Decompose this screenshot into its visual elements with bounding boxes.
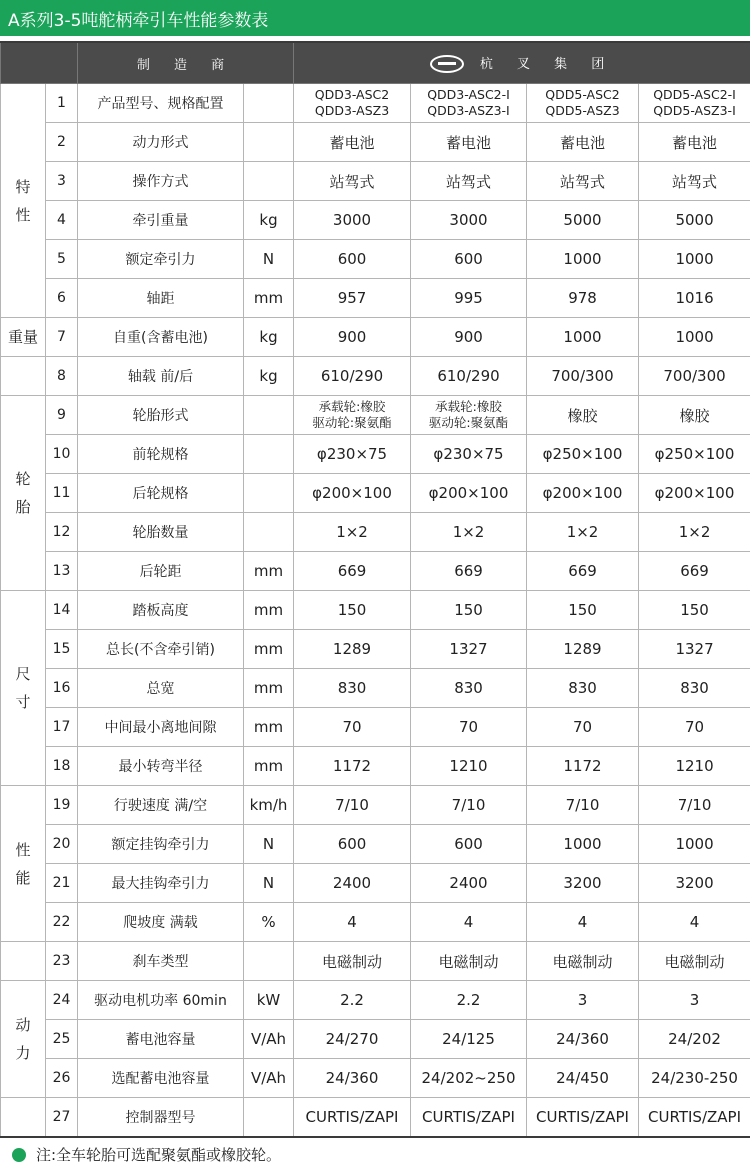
footnote-text: 注:全车轮胎可选配聚氨酯或橡胶轮。 [36,1146,282,1164]
param-unit: kg [244,201,294,240]
value-cell: 1327 [411,630,527,669]
row-number: 6 [46,279,78,318]
param-name: 行驶速度 满/空 [78,786,244,825]
value-cell: 7/10 [639,786,750,825]
param-unit [244,435,294,474]
param-unit: mm [244,747,294,786]
table-row [1,591,750,630]
param-name: 中间最小离地间隙 [78,708,244,747]
param-unit [244,513,294,552]
param-name: 轮胎数量 [78,513,244,552]
row-number: 12 [46,513,78,552]
value-cell: 5000 [639,201,750,240]
category-cell [1,981,46,1098]
value-cell: 70 [639,708,750,747]
row-number: 21 [46,864,78,903]
value-cell: 1×2 [294,513,411,552]
category-cell [1,84,46,318]
table-row [1,903,750,942]
table-row [1,708,750,747]
value-cell: 3200 [639,864,750,903]
value-cell: 2400 [294,864,411,903]
table-row [1,1059,750,1098]
table-row [1,123,750,162]
value-cell: 610/290 [411,357,527,396]
row-number: 23 [46,942,78,981]
param-name: 总长(不含牵引销) [78,630,244,669]
value-cell: 669 [527,552,639,591]
table-row [1,552,750,591]
param-unit [244,942,294,981]
value-cell: 150 [639,591,750,630]
value-cell: 1289 [294,630,411,669]
param-unit: mm [244,591,294,630]
category-cell [1,591,46,786]
row-number: 15 [46,630,78,669]
value-cell: 24/230-250 [639,1059,750,1098]
value-cell: 1016 [639,279,750,318]
value-cell: 1000 [527,318,639,357]
value-cell: 900 [411,318,527,357]
category-label: 尺 寸 [15,665,31,711]
value-cell: 站驾式 [639,162,750,201]
row-number: 17 [46,708,78,747]
param-unit: mm [244,708,294,747]
value-cell: 4 [411,903,527,942]
param-name: 控制器型号 [78,1098,244,1137]
value-cell: 24/202~250 [411,1059,527,1098]
param-unit: N [244,825,294,864]
value-cell: 24/360 [527,1020,639,1059]
row-number: 24 [46,981,78,1020]
param-name: 轴载 前/后 [78,357,244,396]
value-cell: 橡胶 [527,396,639,435]
value-cell: 24/125 [411,1020,527,1059]
value-cell: 1172 [294,747,411,786]
value-cell: 蓄电池 [294,123,411,162]
table-row [1,786,750,825]
param-unit [244,162,294,201]
value-cell: QDD5-ASC2 QDD5-ASZ3 [527,84,639,123]
row-number: 10 [46,435,78,474]
value-cell: 150 [527,591,639,630]
value-cell: 橡胶 [639,396,750,435]
param-unit: kg [244,318,294,357]
value-cell: 2.2 [411,981,527,1020]
brand-logo-icon [430,55,464,73]
param-name: 爬坡度 满载 [78,903,244,942]
value-cell: 70 [411,708,527,747]
value-cell: 669 [639,552,750,591]
param-name: 刹车类型 [78,942,244,981]
value-cell: 600 [294,240,411,279]
row-number: 5 [46,240,78,279]
row-number: 26 [46,1059,78,1098]
value-cell: 24/270 [294,1020,411,1059]
table-row [1,84,750,123]
param-name: 踏板高度 [78,591,244,630]
value-cell: 610/290 [294,357,411,396]
value-cell: 900 [294,318,411,357]
category-cell [1,318,46,357]
value-cell: φ230×75 [294,435,411,474]
table-row [1,474,750,513]
param-unit [244,123,294,162]
param-name: 蓄电池容量 [78,1020,244,1059]
category-label: 重量 [7,328,38,346]
value-cell: CURTIS/ZAPI [411,1098,527,1137]
header-empty-cell [1,42,78,84]
value-cell: 150 [294,591,411,630]
value-cell: QDD5-ASC2-I QDD5-ASZ3-I [639,84,750,123]
value-cell: 3 [527,981,639,1020]
table-row [1,747,750,786]
value-cell: 1000 [639,240,750,279]
value-cell: 蓄电池 [527,123,639,162]
table-row [1,396,750,435]
value-cell: 600 [411,825,527,864]
table-row [1,1098,750,1137]
param-name: 驱动电机功率 60min [78,981,244,1020]
row-number: 9 [46,396,78,435]
row-number: 11 [46,474,78,513]
value-cell: 1000 [639,825,750,864]
param-name: 前轮规格 [78,435,244,474]
param-name: 后轮距 [78,552,244,591]
row-number: 4 [46,201,78,240]
row-number: 18 [46,747,78,786]
value-cell: 600 [294,825,411,864]
value-cell: 电磁制动 [294,942,411,981]
param-name: 总宽 [78,669,244,708]
value-cell: 1210 [639,747,750,786]
param-unit: mm [244,630,294,669]
value-cell: 2.2 [294,981,411,1020]
row-number: 19 [46,786,78,825]
value-cell: QDD3-ASC2 QDD3-ASZ3 [294,84,411,123]
value-cell: 7/10 [294,786,411,825]
maker-label: 制 造 商 [78,42,294,84]
value-cell: 1×2 [411,513,527,552]
table-row [1,981,750,1020]
value-cell: QDD3-ASC2-I QDD3-ASZ3-I [411,84,527,123]
value-cell: 669 [294,552,411,591]
table-row [1,825,750,864]
row-number: 13 [46,552,78,591]
table-row [1,864,750,903]
param-name: 轴距 [78,279,244,318]
value-cell: 站驾式 [294,162,411,201]
table-row [1,201,750,240]
value-cell: 830 [411,669,527,708]
category-cell [1,357,46,396]
category-cell [1,396,46,591]
row-number: 25 [46,1020,78,1059]
value-cell: 承载轮:橡胶 驱动轮:聚氨酯 [411,396,527,435]
param-name: 选配蓄电池容量 [78,1059,244,1098]
param-name: 最小转弯半径 [78,747,244,786]
category-label: 动 力 [15,1016,31,1062]
value-cell: 978 [527,279,639,318]
value-cell: φ250×100 [527,435,639,474]
value-cell: φ200×100 [639,474,750,513]
value-cell: 站驾式 [527,162,639,201]
value-cell: CURTIS/ZAPI [294,1098,411,1137]
param-unit: kW [244,981,294,1020]
param-unit: mm [244,552,294,591]
row-number: 16 [46,669,78,708]
table-row [1,1020,750,1059]
value-cell: 4 [294,903,411,942]
table-header-row [1,42,750,84]
value-cell: 3000 [294,201,411,240]
table-row [1,630,750,669]
row-number: 3 [46,162,78,201]
row-number: 8 [46,357,78,396]
category-cell [1,786,46,942]
table-row [1,318,750,357]
table-row [1,669,750,708]
page-title: A系列3-5吨舵柄牵引车性能参数表 [0,0,750,36]
value-cell: 24/360 [294,1059,411,1098]
param-unit: V/Ah [244,1020,294,1059]
value-cell: 957 [294,279,411,318]
param-name: 额定牵引力 [78,240,244,279]
param-name: 动力形式 [78,123,244,162]
param-unit: mm [244,669,294,708]
value-cell: 1000 [527,240,639,279]
value-cell: 电磁制动 [527,942,639,981]
value-cell: 24/202 [639,1020,750,1059]
row-number: 22 [46,903,78,942]
value-cell: 1×2 [639,513,750,552]
param-unit: mm [244,279,294,318]
param-name: 自重(含蓄电池) [78,318,244,357]
table-row [1,435,750,474]
value-cell: φ230×75 [411,435,527,474]
value-cell: 669 [411,552,527,591]
value-cell: 7/10 [411,786,527,825]
value-cell: 3 [639,981,750,1020]
param-unit: km/h [244,786,294,825]
category-label: 性 能 [15,840,31,887]
param-unit [244,84,294,123]
param-unit [244,474,294,513]
table-row [1,942,750,981]
row-number: 1 [46,84,78,123]
value-cell: 4 [639,903,750,942]
value-cell: 1210 [411,747,527,786]
brand-name: 杭 叉 集 团 [479,56,615,72]
category-cell [1,1098,46,1137]
param-name: 产品型号、规格配置 [78,84,244,123]
value-cell: φ200×100 [294,474,411,513]
value-cell: 70 [294,708,411,747]
value-cell: 电磁制动 [639,942,750,981]
brand-cell [294,42,750,84]
row-number: 20 [46,825,78,864]
param-unit: % [244,903,294,942]
value-cell: 3200 [527,864,639,903]
spec-table-body [1,84,750,1137]
row-number: 27 [46,1098,78,1137]
param-name: 最大挂钩牵引力 [78,864,244,903]
param-unit: V/Ah [244,1059,294,1098]
value-cell: 830 [294,669,411,708]
param-name: 牵引重量 [78,201,244,240]
table-row [1,279,750,318]
value-cell: φ200×100 [527,474,639,513]
category-cell [1,942,46,981]
value-cell: CURTIS/ZAPI [527,1098,639,1137]
value-cell: 蓄电池 [639,123,750,162]
value-cell: 1327 [639,630,750,669]
value-cell: 830 [639,669,750,708]
footnote [12,1144,281,1165]
row-number: 7 [46,318,78,357]
value-cell: 1289 [527,630,639,669]
category-label: 轮 胎 [15,470,31,516]
param-unit: N [244,240,294,279]
value-cell: 站驾式 [411,162,527,201]
bullet-dot-icon [12,1148,26,1162]
param-unit [244,396,294,435]
table-row [1,162,750,201]
value-cell: 7/10 [527,786,639,825]
table-row [1,240,750,279]
value-cell: 1000 [527,825,639,864]
value-cell: 承载轮:橡胶 驱动轮:聚氨酯 [294,396,411,435]
value-cell: 1000 [639,318,750,357]
value-cell: 150 [411,591,527,630]
value-cell: 3000 [411,201,527,240]
value-cell: 24/450 [527,1059,639,1098]
value-cell: 830 [527,669,639,708]
value-cell: 1×2 [527,513,639,552]
value-cell: 5000 [527,201,639,240]
row-number: 14 [46,591,78,630]
param-unit: N [244,864,294,903]
param-unit [244,1098,294,1137]
value-cell: 4 [527,903,639,942]
value-cell: φ250×100 [639,435,750,474]
value-cell: 600 [411,240,527,279]
spec-table [0,41,750,1138]
value-cell: 2400 [411,864,527,903]
value-cell: CURTIS/ZAPI [639,1098,750,1137]
value-cell: 700/300 [527,357,639,396]
value-cell: φ200×100 [411,474,527,513]
param-name: 操作方式 [78,162,244,201]
param-unit: kg [244,357,294,396]
param-name: 轮胎形式 [78,396,244,435]
value-cell: 蓄电池 [411,123,527,162]
category-label: 特 性 [15,177,31,224]
table-row [1,357,750,396]
table-row [1,513,750,552]
param-name: 后轮规格 [78,474,244,513]
value-cell: 995 [411,279,527,318]
value-cell: 70 [527,708,639,747]
param-name: 额定挂钩牵引力 [78,825,244,864]
value-cell: 电磁制动 [411,942,527,981]
row-number: 2 [46,123,78,162]
value-cell: 700/300 [639,357,750,396]
value-cell: 1172 [527,747,639,786]
